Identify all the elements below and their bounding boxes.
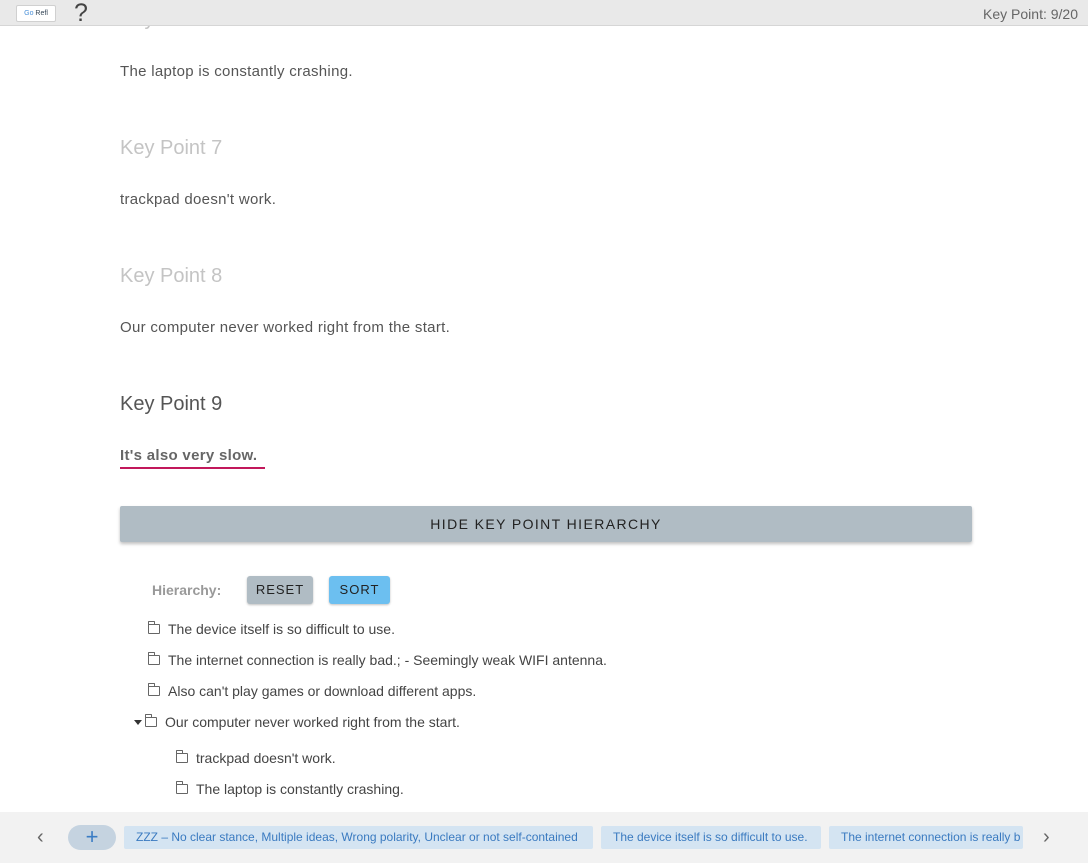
key-point-chip[interactable]: The internet connection is really b bbox=[829, 826, 1023, 849]
key-point-chip[interactable]: ZZZ – No clear stance, Multiple ideas, Wrong polarity, Unclear or not self-contained bbox=[124, 826, 593, 849]
key-point-9-title: Key Point 9 bbox=[120, 393, 223, 415]
tree-item-label: Our computer never worked right from the start. bbox=[165, 714, 460, 730]
tree-item[interactable] bbox=[148, 621, 395, 637]
key-point-7-title: Key Point 7 bbox=[120, 137, 223, 159]
folder-icon bbox=[176, 753, 188, 763]
tree-item-label: trackpad doesn't work. bbox=[196, 750, 336, 766]
folder-icon bbox=[148, 686, 160, 696]
help-icon[interactable]: ? bbox=[74, 0, 88, 27]
folder-icon bbox=[148, 624, 160, 634]
folder-icon bbox=[148, 655, 160, 665]
add-button[interactable]: + bbox=[68, 825, 116, 850]
caret-down-icon[interactable] bbox=[134, 720, 142, 725]
key-point-7-text: trackpad doesn't work. bbox=[120, 191, 277, 208]
key-point-8-title: Key Point 8 bbox=[120, 265, 223, 287]
reset-button[interactable]: RESET bbox=[247, 576, 313, 604]
tree-item-label: Also can't play games or download different apps. bbox=[168, 683, 477, 699]
logo-go: Go bbox=[24, 10, 34, 17]
tree-item[interactable] bbox=[148, 652, 607, 668]
folder-icon bbox=[176, 784, 188, 794]
chevron-left-icon[interactable]: ‹ bbox=[37, 826, 44, 848]
key-point-chip[interactable]: The device itself is so difficult to use. bbox=[601, 826, 821, 849]
key-point-counter: Key Point: 9/20 bbox=[983, 6, 1078, 22]
sort-button[interactable]: SORT bbox=[329, 576, 390, 604]
key-point-6-text: The laptop is constantly crashing. bbox=[120, 63, 353, 80]
tree-item[interactable] bbox=[148, 683, 476, 699]
tree-item-label: The laptop is constantly crashing. bbox=[196, 781, 404, 797]
tree-item[interactable] bbox=[176, 750, 336, 766]
tree-item-label: The internet connection is really bad.; - Seemingly weak WIFI antenna. bbox=[168, 652, 607, 668]
logo-text: Refl bbox=[35, 10, 48, 17]
app-logo[interactable] bbox=[16, 5, 56, 22]
tree-item[interactable] bbox=[176, 781, 404, 797]
active-underline bbox=[120, 467, 265, 469]
folder-icon bbox=[145, 717, 157, 727]
tree-item-label: The device itself is so difficult to use. bbox=[168, 621, 395, 637]
hide-hierarchy-button[interactable]: HIDE KEY POINT HIERARCHY bbox=[120, 506, 972, 542]
chevron-right-icon[interactable]: › bbox=[1043, 826, 1050, 848]
tree-item-expanded[interactable] bbox=[134, 714, 460, 730]
key-point-9-text[interactable]: It's also very slow. bbox=[120, 447, 258, 464]
hierarchy-label: Hierarchy: bbox=[152, 582, 222, 598]
bottom-bar bbox=[0, 812, 1088, 863]
top-bar bbox=[0, 0, 1088, 26]
key-point-8-text: Our computer never worked right from the start. bbox=[120, 319, 451, 336]
